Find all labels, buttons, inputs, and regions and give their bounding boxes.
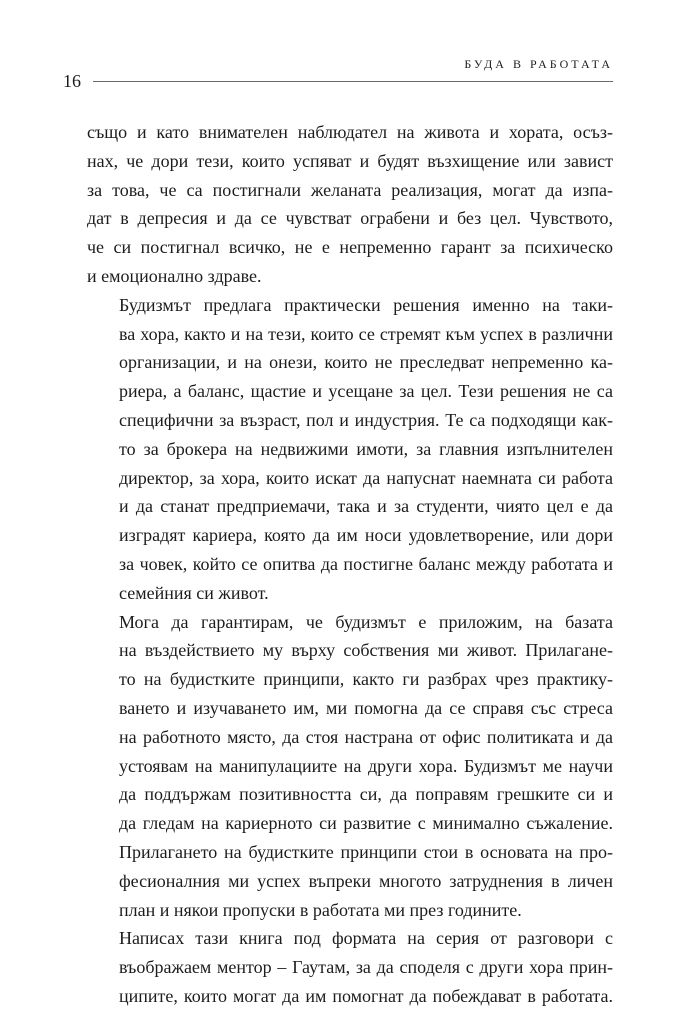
text-line: специфични за възраст, пол и индустрия. Те са подходящи как- [119,409,613,430]
text-line: ването и изучаването им, ми помогна да се справя със стреса [119,697,613,718]
text-line: Написах тази книга под формата на серия от разговори с [119,928,613,949]
paragraph-1 [87,118,613,291]
text-line: да гледам на кариерното си развитие с минимално съжаление. [119,813,613,834]
paragraph-2 [87,291,613,608]
text-line: ва хора, както и на тези, които се стремят към успех в различни [119,323,613,344]
text-line: на въздействието му върху собствения ми живот. Прилагане- [119,640,613,661]
header-rule [93,81,613,82]
text-line: организации, и на онези, които не преследват непременно ка- [119,352,613,373]
text-line: устоявам на манипулациите на други хора. Будизмът ме научи [119,755,613,776]
text-line: изградят кариера, която да им носи удовлетворение, или дори [119,525,613,546]
text-line: че си постигнал всичко, не е непременно гарант за психическо [87,237,613,258]
paragraph-4 [87,924,613,1010]
text-line: Мога да гарантирам, че будизмът е приложим, на базата [119,611,613,632]
text-line: семейния си живот. [119,582,269,603]
text-line: Прилагането на будистките принципи стои в основата на про- [119,841,613,862]
text-line: и емоционално здраве. [87,265,262,286]
text-line: Будизмът предлага практически решения именно на таки- [119,294,613,315]
text-line: то на будистките принципи, както ги разбрах чрез практику- [119,669,613,690]
text-line: за човек, който се опитва да постигне баланс между работата и [119,553,613,574]
text-line: и да станат предприемачи, така и за студенти, чиято цел е да [119,496,613,517]
text-line: за това, че са постигнали желаната реализация, могат да изпа- [87,179,613,200]
text-line: нах, че дори тези, които успяват и будят възхищение или завист [87,150,613,171]
paragraph-3 [87,608,613,925]
text-line: също и като внимателен наблюдател на живота и хората, осъз- [87,122,613,142]
text-line: план и някои пропуски в работата ми през годините. [119,899,522,920]
text-line: на работното място, да стоя настрана от офис политиката и да [119,726,613,747]
text-line: риера, а баланс, щастие и усещане за цел. Тези решения не са [119,381,613,402]
text-line: да поддържам позитивността си, да поправям грешките си и [119,784,613,805]
text-line: фесионалния ми успех въпреки многото затруднения в личен [119,870,613,891]
text-line: дат в депресия и да се чувстват ограбени и без цел. Чувството, [87,208,613,229]
text-line: то за брокера на недвижими имоти, за главния изпълнителен [119,438,613,459]
running-head: БУДА В РАБОТАТА [464,57,613,71]
page-number: 16 [63,71,81,91]
body-text [87,118,613,1011]
text-line: ципите, които могат да им помогнат да побеждават в работата. [119,985,613,1006]
text-line: директор, за хора, които искат да напуснат наемната си работа [119,467,613,488]
text-line: въображаем ментор – Гаутам, за да споделя с други хора прин- [119,957,613,978]
